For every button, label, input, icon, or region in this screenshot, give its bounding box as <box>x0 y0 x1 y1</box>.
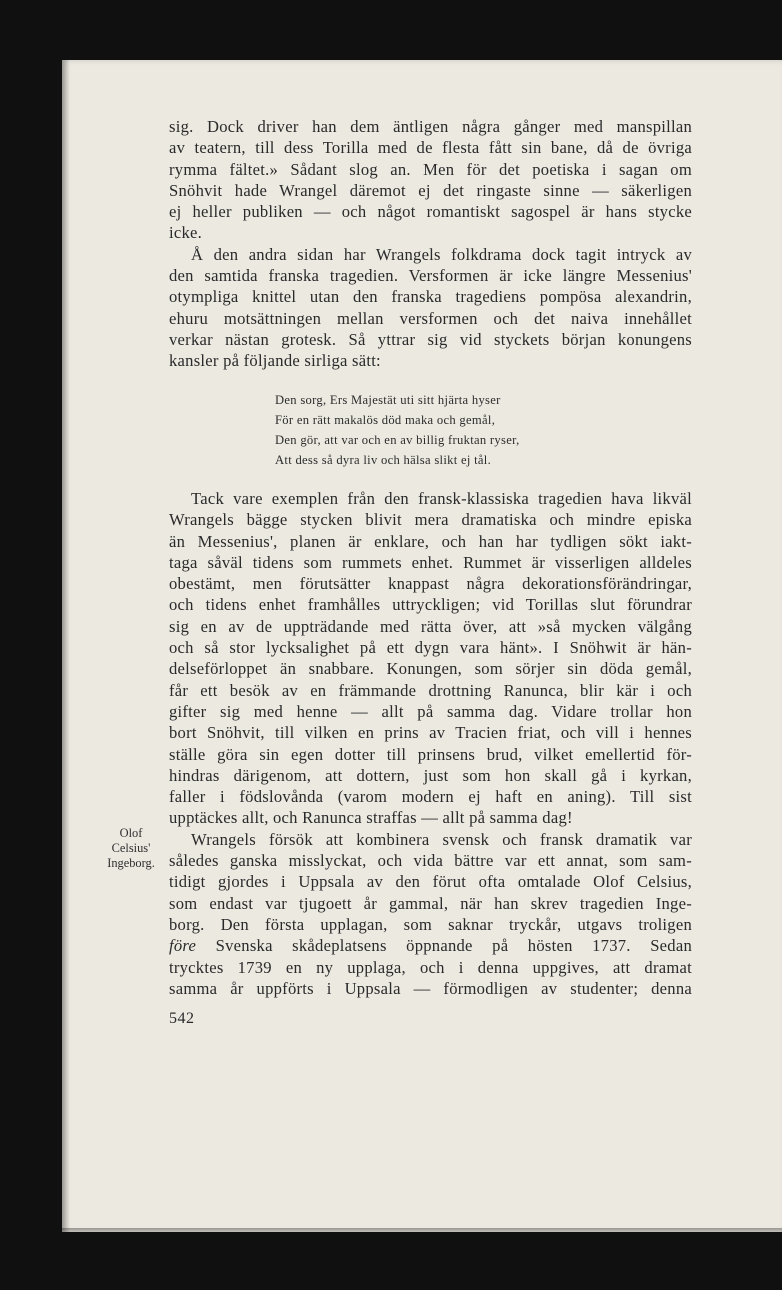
text-line: än Messenius', planen är enklare, och han har tydligen sökt iakt- <box>169 531 692 551</box>
text-line: som endast var tjugoett år gammal, när han skrev tragedien Inge- <box>169 893 692 913</box>
text-line: Å den andra sidan har Wrangels folkdrama dock tagit intryck av <box>191 244 692 264</box>
text-line: ställe göra sin egen dotter till prinsens brud, vilket emellertid för- <box>169 744 692 764</box>
marginal-note <box>96 826 166 871</box>
text-line: tidigt gjordes i Uppsala av den förut ofta omtalade Olof Celsius, <box>169 872 692 892</box>
text-line: faller i födslovånda (varom modern ej haft en aning). Till sist <box>169 787 692 807</box>
text-line: och så stor lycksalighet på ett dygn vara hänt». I Snöhwit är hän- <box>169 638 692 658</box>
text-line: taga såväl tidens som rummets enhet. Rummet är visserligen alldeles <box>169 552 692 572</box>
text-line: otympliga knittel utan den franska tragediens pompösa alexandrin, <box>169 287 692 307</box>
text-line: av teatern, till dess Torilla med de flesta fått sin bane, då de övriga <box>169 138 692 158</box>
text-line: trycktes 1739 en ny upplaga, och i denna uppgives, att dramat <box>169 957 692 977</box>
marginal-line: Olof <box>119 826 143 840</box>
text-line: rymma fältet.» Sådant slog an. Men för det poetiska i sagan om <box>169 159 692 179</box>
verse-line: Den sorg, Ers Majestät uti sitt hjärta hyser <box>275 393 501 407</box>
text-line: upptäckes allt, och Ranunca straffas — allt på samma dag! <box>169 808 573 828</box>
text-line: ej heller publiken — och något romantiskt sagospel är hans stycke <box>169 202 692 222</box>
text-line: Wrangels bägge stycken blivit mera dramatiska och mindre episka <box>169 510 692 530</box>
text-line: borg. Den första upplagan, som saknar tryckår, utgavs troligen <box>169 914 692 934</box>
text-line: sig. Dock driver han dem äntligen några gånger med manspillan <box>169 117 692 136</box>
text-line: delseförloppet än snabbare. Konungen, som sörjer sin döda gemål, <box>169 659 692 679</box>
text-line: samma år uppförts i Uppsala — förmodligen av studenter; denna <box>169 978 692 998</box>
page-number: 542 <box>169 1010 195 1027</box>
text-line: Snöhvit hade Wrangel däremot ej det ringaste sinne — säkerligen <box>169 180 692 200</box>
text-line: ehuru motsättningen mellan versformen och det naiva innehållet <box>169 308 692 328</box>
text-line <box>169 935 692 956</box>
text-line: hindras därigenom, att dottern, just som hon skall gå i kyrkan, <box>169 765 692 785</box>
text-line: den samtida franska tragedien. Versformen är icke längre Messenius' <box>169 266 692 286</box>
text-line: således ganska misslyckat, och vida bättre var ett annat, som sam- <box>169 851 692 871</box>
text-line: gifter sig med henne — allt på samma dag. Vidare trollar hon <box>169 701 692 721</box>
page-bottom-shadow <box>62 1228 782 1234</box>
marginal-line: Celsius' <box>111 841 151 855</box>
text-line: kansler på följande sirliga sätt: <box>169 351 381 371</box>
text-line: obestämt, men förutsätter knappast några dekorationsförändringar, <box>169 574 692 594</box>
text-line: verkar nästan grotesk. Så yttrar sig vid styckets början konungens <box>169 329 692 349</box>
text-line: Tack vare exemplen från den fransk-klassiska tragedien hava likväl <box>191 489 692 508</box>
marginal-line: Ingeborg. <box>107 856 155 870</box>
text-block-lower <box>169 488 692 999</box>
text-line: bort Snöhvit, till vilken en prins av Tracien friat, och vill i hennes <box>169 723 692 743</box>
text-line: och tidens enhet framhålles uttryckligen; vid Torillas slut förundrar <box>169 595 692 615</box>
page-edge-shadow <box>62 60 70 1232</box>
text-block-upper <box>169 116 692 372</box>
text-fragment: Svenska skådeplatsens öppnande på hösten 1737. Sedan <box>215 936 692 956</box>
verse-line: Att dess så dyra liv och hälsa slikt ej tål. <box>275 453 492 467</box>
verse-quote <box>275 390 615 470</box>
verse-line: Den gör, att var och en av billig fruktan ryser, <box>275 433 520 447</box>
text-line: icke. <box>169 223 203 243</box>
verse-line: För en rätt makalös död maka och gemål, <box>275 413 496 427</box>
text-line: får ett besök av en främmande drottning Ranunca, blir kär i och <box>169 680 692 700</box>
italic-word: före <box>169 936 197 956</box>
text-line: Wrangels försök att kombinera svensk och fransk dramatik var <box>191 829 692 849</box>
text-line: sig en av de uppträdande med rätta över, att »så mycken välgång <box>169 616 692 636</box>
